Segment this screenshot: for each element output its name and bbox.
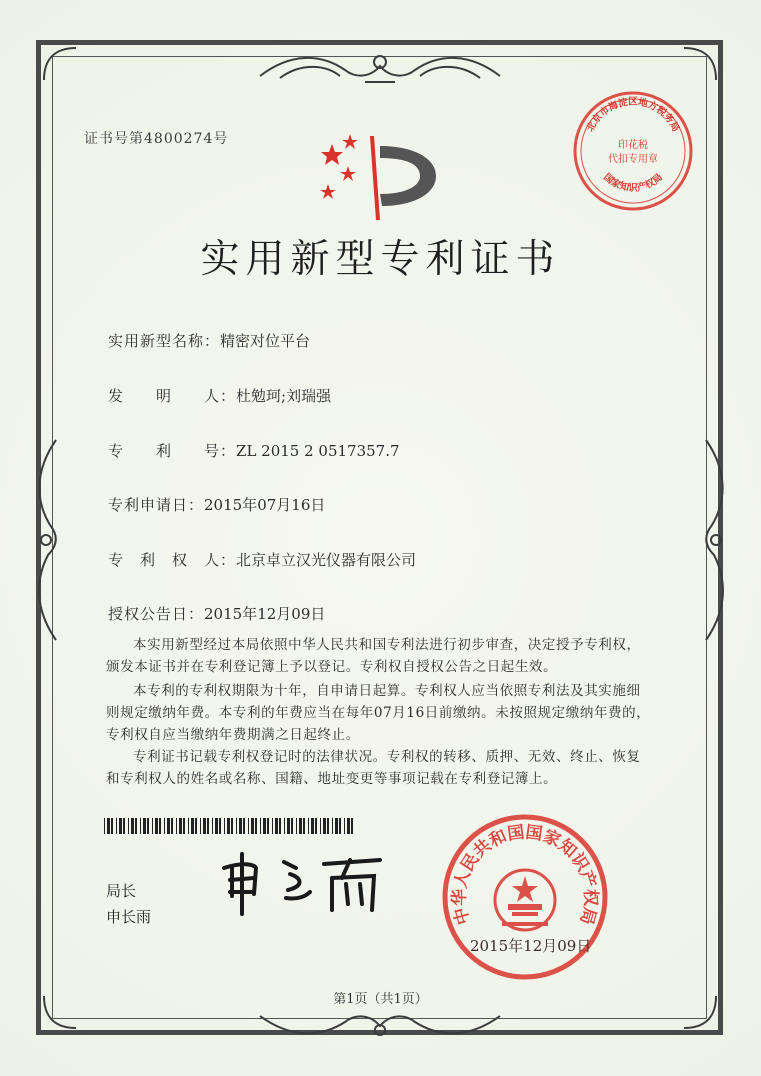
field-value: 2015年07月16日: [204, 496, 326, 514]
svg-text:印花税: 印花税: [618, 140, 648, 151]
page-footer: 第1页（共1页）: [333, 992, 428, 1007]
field-label: 授权公告日：: [108, 605, 205, 623]
field-patentee: [108, 549, 416, 570]
paragraph-grant-statement: 本实用新型经过本局依照中华人民共和国专利法进行初步审查，决定授予专利权，颁发本证书并在专利登记簿上予以登记。专利权自授权公告之日起生效。: [106, 637, 641, 675]
field-grant-date: [108, 603, 325, 624]
director-name: 申长雨: [106, 908, 152, 926]
paragraph-term-statement: 本专利的专利权期限为十年，自申请日起算。专利权人应当依照专利法及其实施细则规定缴纳年费。本专利的年费应当在每年07月16日前缴纳。未按照规定缴纳年费的，专利权自应当缴纳年费期满之日起终止。: [106, 683, 651, 743]
field-value: 2015年12月09日: [204, 605, 326, 623]
field-utility-model-name: [108, 330, 310, 351]
director-title: 局长: [106, 882, 137, 900]
national-ip-office-seal: [440, 812, 610, 982]
certificate-number: 证书号第4800274号: [84, 131, 229, 147]
field-label: 发 明 人：: [108, 387, 237, 405]
svg-text:国家知识产权局: 国家知识产权局: [601, 171, 665, 194]
right-ornament: [698, 430, 732, 650]
field-application-date: [108, 494, 325, 515]
director-signature: [212, 848, 392, 918]
paragraph-legal-status: 专利证书记载专利权登记时的法律状况。专利权的转移、质押、无效、终止、恢复和专利权人的姓名或名称、国籍、地址变更等事项记载在专利登记簿上。: [106, 749, 641, 787]
bottom-ornament: [250, 1008, 510, 1042]
field-value: 杜勉珂;刘瑞强: [236, 387, 332, 405]
corner-ornament-tl: [40, 44, 80, 84]
top-ornament: [250, 48, 510, 88]
field-value: ZL 2015 2 0517357.7: [236, 442, 400, 460]
field-label: 实用新型名称：: [108, 332, 221, 350]
field-inventors: [108, 385, 331, 406]
field-label: 专 利 权 人：: [108, 551, 237, 569]
stamp-duty-seal: [570, 88, 696, 214]
patent-office-emblem: [318, 128, 448, 223]
field-patent-number: [108, 440, 400, 461]
certificate-title: 实用新型专利证书: [200, 237, 561, 282]
field-label: 专利申请日：: [108, 496, 205, 514]
svg-text:代扣专用章: 代扣专用章: [608, 154, 658, 165]
left-ornament: [30, 430, 64, 650]
field-value: 精密对位平台: [220, 332, 311, 350]
corner-ornament-tr: [680, 44, 720, 84]
field-label: 专 利 号：: [108, 442, 237, 460]
svg-text:中华人民共和国国家知识产权局: 中华人民共和国国家知识产权局: [449, 822, 601, 927]
svg-text:北京市海淀区地方税务局: 北京市海淀区地方税务局: [584, 96, 682, 134]
seal-date: 2015年12月09日: [470, 937, 592, 955]
barcode: [104, 818, 354, 834]
field-value: 北京卓立汉光仪器有限公司: [236, 551, 417, 569]
